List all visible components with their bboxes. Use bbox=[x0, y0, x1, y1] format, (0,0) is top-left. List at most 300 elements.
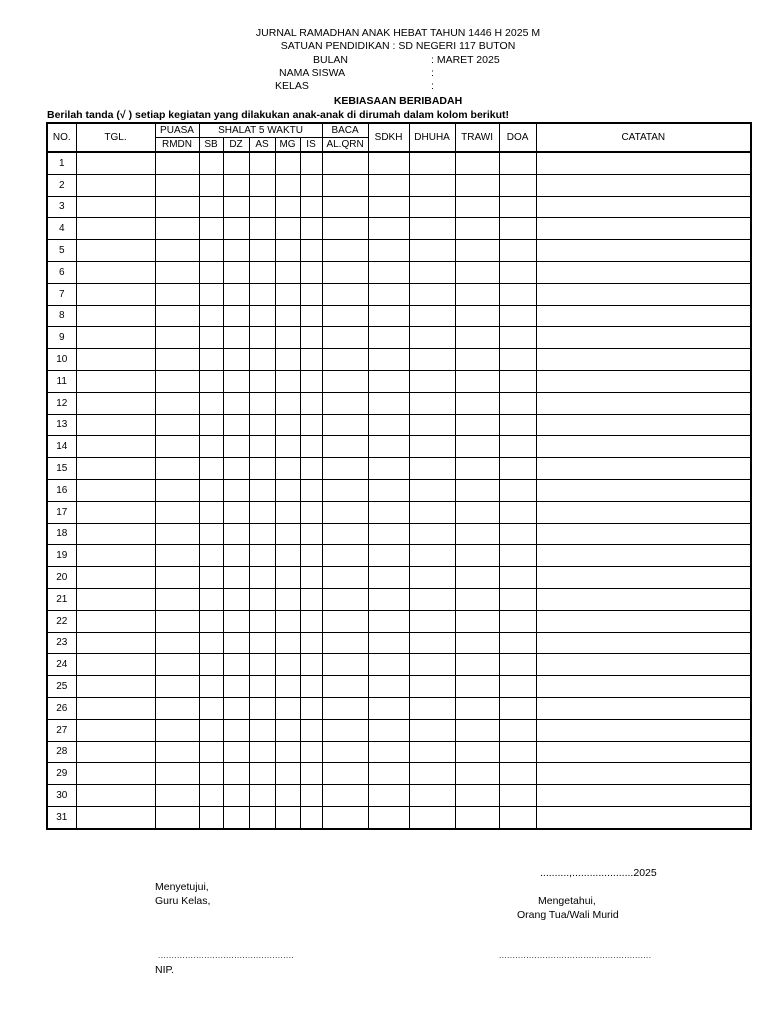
entry-cell[interactable] bbox=[455, 567, 499, 589]
entry-cell[interactable] bbox=[409, 436, 455, 458]
entry-cell[interactable] bbox=[249, 305, 275, 327]
entry-cell[interactable] bbox=[223, 240, 249, 262]
entry-cell[interactable] bbox=[322, 697, 368, 719]
entry-cell[interactable] bbox=[300, 261, 322, 283]
entry-cell[interactable] bbox=[76, 654, 155, 676]
entry-cell[interactable] bbox=[155, 610, 199, 632]
entry-cell[interactable] bbox=[275, 719, 300, 741]
entry-cell[interactable] bbox=[536, 697, 751, 719]
entry-cell[interactable] bbox=[368, 349, 409, 371]
entry-cell[interactable] bbox=[536, 632, 751, 654]
entry-cell[interactable] bbox=[409, 806, 455, 828]
entry-cell[interactable] bbox=[409, 719, 455, 741]
entry-cell[interactable] bbox=[455, 458, 499, 480]
entry-cell[interactable] bbox=[499, 174, 536, 196]
entry-cell[interactable] bbox=[455, 174, 499, 196]
entry-cell[interactable] bbox=[455, 283, 499, 305]
entry-cell[interactable] bbox=[155, 676, 199, 698]
entry-cell[interactable] bbox=[223, 763, 249, 785]
entry-cell[interactable] bbox=[275, 261, 300, 283]
entry-cell[interactable] bbox=[76, 327, 155, 349]
entry-cell[interactable] bbox=[499, 741, 536, 763]
entry-cell[interactable] bbox=[368, 392, 409, 414]
entry-cell[interactable] bbox=[499, 654, 536, 676]
entry-cell[interactable] bbox=[199, 567, 223, 589]
entry-cell[interactable] bbox=[199, 479, 223, 501]
entry-cell[interactable] bbox=[76, 523, 155, 545]
entry-cell[interactable] bbox=[536, 349, 751, 371]
entry-cell[interactable] bbox=[322, 414, 368, 436]
entry-cell[interactable] bbox=[499, 152, 536, 174]
entry-cell[interactable] bbox=[499, 588, 536, 610]
entry-cell[interactable] bbox=[499, 763, 536, 785]
entry-cell[interactable] bbox=[223, 806, 249, 828]
entry-cell[interactable] bbox=[409, 697, 455, 719]
entry-cell[interactable] bbox=[499, 697, 536, 719]
entry-cell[interactable] bbox=[368, 654, 409, 676]
entry-cell[interactable] bbox=[249, 719, 275, 741]
entry-cell[interactable] bbox=[249, 697, 275, 719]
entry-cell[interactable] bbox=[322, 806, 368, 828]
entry-cell[interactable] bbox=[76, 632, 155, 654]
entry-cell[interactable] bbox=[455, 654, 499, 676]
entry-cell[interactable] bbox=[223, 719, 249, 741]
entry-cell[interactable] bbox=[199, 785, 223, 807]
entry-cell[interactable] bbox=[499, 261, 536, 283]
entry-cell[interactable] bbox=[455, 523, 499, 545]
entry-cell[interactable] bbox=[368, 610, 409, 632]
entry-cell[interactable] bbox=[199, 632, 223, 654]
entry-cell[interactable] bbox=[275, 479, 300, 501]
entry-cell[interactable] bbox=[409, 392, 455, 414]
entry-cell[interactable] bbox=[409, 501, 455, 523]
entry-cell[interactable] bbox=[455, 349, 499, 371]
entry-cell[interactable] bbox=[249, 479, 275, 501]
entry-cell[interactable] bbox=[300, 610, 322, 632]
entry-cell[interactable] bbox=[499, 283, 536, 305]
entry-cell[interactable] bbox=[322, 479, 368, 501]
entry-cell[interactable] bbox=[322, 785, 368, 807]
entry-cell[interactable] bbox=[76, 196, 155, 218]
entry-cell[interactable] bbox=[275, 567, 300, 589]
entry-cell[interactable] bbox=[536, 261, 751, 283]
entry-cell[interactable] bbox=[223, 697, 249, 719]
entry-cell[interactable] bbox=[249, 763, 275, 785]
entry-cell[interactable] bbox=[155, 632, 199, 654]
entry-cell[interactable] bbox=[536, 501, 751, 523]
entry-cell[interactable] bbox=[322, 501, 368, 523]
entry-cell[interactable] bbox=[199, 152, 223, 174]
entry-cell[interactable] bbox=[249, 152, 275, 174]
entry-cell[interactable] bbox=[409, 283, 455, 305]
entry-cell[interactable] bbox=[249, 349, 275, 371]
entry-cell[interactable] bbox=[76, 588, 155, 610]
entry-cell[interactable] bbox=[155, 785, 199, 807]
entry-cell[interactable] bbox=[409, 327, 455, 349]
entry-cell[interactable] bbox=[368, 305, 409, 327]
entry-cell[interactable] bbox=[249, 261, 275, 283]
entry-cell[interactable] bbox=[76, 218, 155, 240]
entry-cell[interactable] bbox=[275, 697, 300, 719]
entry-cell[interactable] bbox=[249, 240, 275, 262]
entry-cell[interactable] bbox=[223, 414, 249, 436]
entry-cell[interactable] bbox=[155, 806, 199, 828]
entry-cell[interactable] bbox=[322, 152, 368, 174]
entry-cell[interactable] bbox=[536, 676, 751, 698]
entry-cell[interactable] bbox=[300, 545, 322, 567]
entry-cell[interactable] bbox=[275, 414, 300, 436]
entry-cell[interactable] bbox=[536, 152, 751, 174]
entry-cell[interactable] bbox=[223, 588, 249, 610]
entry-cell[interactable] bbox=[368, 458, 409, 480]
entry-cell[interactable] bbox=[409, 479, 455, 501]
entry-cell[interactable] bbox=[322, 261, 368, 283]
entry-cell[interactable] bbox=[455, 152, 499, 174]
entry-cell[interactable] bbox=[368, 283, 409, 305]
entry-cell[interactable] bbox=[322, 370, 368, 392]
entry-cell[interactable] bbox=[409, 414, 455, 436]
entry-cell[interactable] bbox=[155, 196, 199, 218]
entry-cell[interactable] bbox=[300, 588, 322, 610]
entry-cell[interactable] bbox=[155, 305, 199, 327]
entry-cell[interactable] bbox=[199, 327, 223, 349]
entry-cell[interactable] bbox=[249, 174, 275, 196]
entry-cell[interactable] bbox=[300, 327, 322, 349]
entry-cell[interactable] bbox=[275, 610, 300, 632]
entry-cell[interactable] bbox=[76, 763, 155, 785]
entry-cell[interactable] bbox=[199, 545, 223, 567]
entry-cell[interactable] bbox=[155, 741, 199, 763]
entry-cell[interactable] bbox=[300, 741, 322, 763]
entry-cell[interactable] bbox=[322, 719, 368, 741]
entry-cell[interactable] bbox=[223, 349, 249, 371]
entry-cell[interactable] bbox=[76, 719, 155, 741]
entry-cell[interactable] bbox=[409, 370, 455, 392]
entry-cell[interactable] bbox=[536, 174, 751, 196]
entry-cell[interactable] bbox=[368, 632, 409, 654]
entry-cell[interactable] bbox=[199, 261, 223, 283]
entry-cell[interactable] bbox=[155, 588, 199, 610]
entry-cell[interactable] bbox=[155, 392, 199, 414]
entry-cell[interactable] bbox=[249, 436, 275, 458]
entry-cell[interactable] bbox=[536, 806, 751, 828]
entry-cell[interactable] bbox=[249, 414, 275, 436]
entry-cell[interactable] bbox=[536, 741, 751, 763]
entry-cell[interactable] bbox=[155, 479, 199, 501]
entry-cell[interactable] bbox=[76, 261, 155, 283]
entry-cell[interactable] bbox=[409, 240, 455, 262]
entry-cell[interactable] bbox=[368, 545, 409, 567]
entry-cell[interactable] bbox=[499, 240, 536, 262]
entry-cell[interactable] bbox=[322, 349, 368, 371]
entry-cell[interactable] bbox=[499, 327, 536, 349]
entry-cell[interactable] bbox=[322, 218, 368, 240]
entry-cell[interactable] bbox=[300, 501, 322, 523]
entry-cell[interactable] bbox=[249, 283, 275, 305]
entry-cell[interactable] bbox=[249, 392, 275, 414]
entry-cell[interactable] bbox=[368, 785, 409, 807]
entry-cell[interactable] bbox=[155, 218, 199, 240]
entry-cell[interactable] bbox=[368, 697, 409, 719]
entry-cell[interactable] bbox=[76, 436, 155, 458]
entry-cell[interactable] bbox=[223, 261, 249, 283]
entry-cell[interactable] bbox=[223, 174, 249, 196]
entry-cell[interactable] bbox=[409, 567, 455, 589]
entry-cell[interactable] bbox=[249, 501, 275, 523]
entry-cell[interactable] bbox=[499, 806, 536, 828]
entry-cell[interactable] bbox=[223, 610, 249, 632]
entry-cell[interactable] bbox=[368, 327, 409, 349]
entry-cell[interactable] bbox=[275, 283, 300, 305]
entry-cell[interactable] bbox=[368, 196, 409, 218]
entry-cell[interactable] bbox=[455, 370, 499, 392]
entry-cell[interactable] bbox=[223, 458, 249, 480]
entry-cell[interactable] bbox=[536, 588, 751, 610]
entry-cell[interactable] bbox=[223, 305, 249, 327]
entry-cell[interactable] bbox=[322, 196, 368, 218]
entry-cell[interactable] bbox=[223, 218, 249, 240]
entry-cell[interactable] bbox=[322, 392, 368, 414]
entry-cell[interactable] bbox=[300, 479, 322, 501]
entry-cell[interactable] bbox=[455, 785, 499, 807]
entry-cell[interactable] bbox=[223, 479, 249, 501]
entry-cell[interactable] bbox=[155, 567, 199, 589]
entry-cell[interactable] bbox=[455, 763, 499, 785]
entry-cell[interactable] bbox=[499, 501, 536, 523]
entry-cell[interactable] bbox=[76, 741, 155, 763]
entry-cell[interactable] bbox=[322, 676, 368, 698]
entry-cell[interactable] bbox=[76, 697, 155, 719]
entry-cell[interactable] bbox=[499, 349, 536, 371]
entry-cell[interactable] bbox=[409, 349, 455, 371]
entry-cell[interactable] bbox=[300, 654, 322, 676]
entry-cell[interactable] bbox=[322, 654, 368, 676]
entry-cell[interactable] bbox=[322, 632, 368, 654]
entry-cell[interactable] bbox=[275, 174, 300, 196]
entry-cell[interactable] bbox=[249, 785, 275, 807]
entry-cell[interactable] bbox=[223, 501, 249, 523]
entry-cell[interactable] bbox=[368, 370, 409, 392]
entry-cell[interactable] bbox=[322, 567, 368, 589]
entry-cell[interactable] bbox=[275, 436, 300, 458]
entry-cell[interactable] bbox=[300, 414, 322, 436]
entry-cell[interactable] bbox=[409, 174, 455, 196]
entry-cell[interactable] bbox=[223, 436, 249, 458]
entry-cell[interactable] bbox=[409, 763, 455, 785]
entry-cell[interactable] bbox=[499, 392, 536, 414]
entry-cell[interactable] bbox=[409, 458, 455, 480]
entry-cell[interactable] bbox=[409, 676, 455, 698]
entry-cell[interactable] bbox=[536, 719, 751, 741]
entry-cell[interactable] bbox=[275, 763, 300, 785]
entry-cell[interactable] bbox=[199, 501, 223, 523]
entry-cell[interactable] bbox=[455, 196, 499, 218]
entry-cell[interactable] bbox=[300, 174, 322, 196]
entry-cell[interactable] bbox=[275, 370, 300, 392]
entry-cell[interactable] bbox=[300, 283, 322, 305]
entry-cell[interactable] bbox=[199, 741, 223, 763]
entry-cell[interactable] bbox=[536, 218, 751, 240]
entry-cell[interactable] bbox=[223, 392, 249, 414]
entry-cell[interactable] bbox=[76, 370, 155, 392]
entry-cell[interactable] bbox=[300, 697, 322, 719]
entry-cell[interactable] bbox=[322, 763, 368, 785]
entry-cell[interactable] bbox=[455, 261, 499, 283]
entry-cell[interactable] bbox=[199, 370, 223, 392]
entry-cell[interactable] bbox=[300, 719, 322, 741]
entry-cell[interactable] bbox=[300, 196, 322, 218]
entry-cell[interactable] bbox=[199, 654, 223, 676]
entry-cell[interactable] bbox=[155, 697, 199, 719]
entry-cell[interactable] bbox=[300, 523, 322, 545]
entry-cell[interactable] bbox=[275, 392, 300, 414]
entry-cell[interactable] bbox=[368, 261, 409, 283]
entry-cell[interactable] bbox=[155, 545, 199, 567]
entry-cell[interactable] bbox=[249, 327, 275, 349]
entry-cell[interactable] bbox=[155, 283, 199, 305]
entry-cell[interactable] bbox=[455, 327, 499, 349]
entry-cell[interactable] bbox=[275, 458, 300, 480]
entry-cell[interactable] bbox=[275, 240, 300, 262]
entry-cell[interactable] bbox=[155, 501, 199, 523]
entry-cell[interactable] bbox=[76, 458, 155, 480]
entry-cell[interactable] bbox=[536, 567, 751, 589]
entry-cell[interactable] bbox=[368, 152, 409, 174]
entry-cell[interactable] bbox=[368, 218, 409, 240]
entry-cell[interactable] bbox=[499, 610, 536, 632]
entry-cell[interactable] bbox=[249, 218, 275, 240]
entry-cell[interactable] bbox=[300, 785, 322, 807]
entry-cell[interactable] bbox=[499, 305, 536, 327]
entry-cell[interactable] bbox=[155, 719, 199, 741]
entry-cell[interactable] bbox=[199, 305, 223, 327]
entry-cell[interactable] bbox=[300, 152, 322, 174]
entry-cell[interactable] bbox=[155, 414, 199, 436]
entry-cell[interactable] bbox=[300, 763, 322, 785]
entry-cell[interactable] bbox=[536, 196, 751, 218]
entry-cell[interactable] bbox=[322, 305, 368, 327]
entry-cell[interactable] bbox=[368, 479, 409, 501]
entry-cell[interactable] bbox=[499, 218, 536, 240]
entry-cell[interactable] bbox=[300, 632, 322, 654]
entry-cell[interactable] bbox=[455, 697, 499, 719]
entry-cell[interactable] bbox=[223, 523, 249, 545]
entry-cell[interactable] bbox=[455, 806, 499, 828]
entry-cell[interactable] bbox=[536, 436, 751, 458]
entry-cell[interactable] bbox=[455, 719, 499, 741]
entry-cell[interactable] bbox=[322, 436, 368, 458]
entry-cell[interactable] bbox=[76, 567, 155, 589]
entry-cell[interactable] bbox=[223, 632, 249, 654]
entry-cell[interactable] bbox=[249, 654, 275, 676]
entry-cell[interactable] bbox=[322, 741, 368, 763]
entry-cell[interactable] bbox=[155, 458, 199, 480]
entry-cell[interactable] bbox=[249, 588, 275, 610]
entry-cell[interactable] bbox=[223, 545, 249, 567]
entry-cell[interactable] bbox=[499, 436, 536, 458]
entry-cell[interactable] bbox=[275, 349, 300, 371]
entry-cell[interactable] bbox=[199, 697, 223, 719]
entry-cell[interactable] bbox=[223, 196, 249, 218]
entry-cell[interactable] bbox=[275, 741, 300, 763]
entry-cell[interactable] bbox=[76, 392, 155, 414]
entry-cell[interactable] bbox=[499, 523, 536, 545]
entry-cell[interactable] bbox=[199, 392, 223, 414]
entry-cell[interactable] bbox=[499, 719, 536, 741]
entry-cell[interactable] bbox=[409, 785, 455, 807]
entry-cell[interactable] bbox=[499, 479, 536, 501]
entry-cell[interactable] bbox=[536, 610, 751, 632]
entry-cell[interactable] bbox=[155, 763, 199, 785]
entry-cell[interactable] bbox=[455, 240, 499, 262]
entry-cell[interactable] bbox=[322, 283, 368, 305]
entry-cell[interactable] bbox=[300, 305, 322, 327]
entry-cell[interactable] bbox=[499, 632, 536, 654]
entry-cell[interactable] bbox=[536, 283, 751, 305]
entry-cell[interactable] bbox=[300, 458, 322, 480]
entry-cell[interactable] bbox=[409, 523, 455, 545]
entry-cell[interactable] bbox=[155, 174, 199, 196]
entry-cell[interactable] bbox=[409, 261, 455, 283]
entry-cell[interactable] bbox=[275, 152, 300, 174]
entry-cell[interactable] bbox=[223, 676, 249, 698]
entry-cell[interactable] bbox=[275, 196, 300, 218]
entry-cell[interactable] bbox=[76, 479, 155, 501]
entry-cell[interactable] bbox=[155, 261, 199, 283]
entry-cell[interactable] bbox=[368, 676, 409, 698]
entry-cell[interactable] bbox=[199, 174, 223, 196]
entry-cell[interactable] bbox=[275, 327, 300, 349]
entry-cell[interactable] bbox=[249, 806, 275, 828]
entry-cell[interactable] bbox=[368, 436, 409, 458]
entry-cell[interactable] bbox=[275, 676, 300, 698]
entry-cell[interactable] bbox=[199, 610, 223, 632]
entry-cell[interactable] bbox=[199, 806, 223, 828]
entry-cell[interactable] bbox=[300, 676, 322, 698]
entry-cell[interactable] bbox=[300, 370, 322, 392]
entry-cell[interactable] bbox=[300, 392, 322, 414]
entry-cell[interactable] bbox=[76, 305, 155, 327]
entry-cell[interactable] bbox=[368, 174, 409, 196]
entry-cell[interactable] bbox=[223, 370, 249, 392]
entry-cell[interactable] bbox=[249, 741, 275, 763]
entry-cell[interactable] bbox=[199, 458, 223, 480]
entry-cell[interactable] bbox=[536, 305, 751, 327]
entry-cell[interactable] bbox=[409, 152, 455, 174]
entry-cell[interactable] bbox=[223, 785, 249, 807]
entry-cell[interactable] bbox=[455, 741, 499, 763]
entry-cell[interactable] bbox=[275, 588, 300, 610]
entry-cell[interactable] bbox=[368, 806, 409, 828]
entry-cell[interactable] bbox=[199, 283, 223, 305]
entry-cell[interactable] bbox=[409, 632, 455, 654]
entry-cell[interactable] bbox=[536, 458, 751, 480]
entry-cell[interactable] bbox=[199, 349, 223, 371]
entry-cell[interactable] bbox=[249, 545, 275, 567]
entry-cell[interactable] bbox=[155, 327, 199, 349]
entry-cell[interactable] bbox=[322, 588, 368, 610]
entry-cell[interactable] bbox=[155, 370, 199, 392]
entry-cell[interactable] bbox=[455, 392, 499, 414]
entry-cell[interactable] bbox=[322, 327, 368, 349]
entry-cell[interactable] bbox=[76, 414, 155, 436]
entry-cell[interactable] bbox=[199, 719, 223, 741]
entry-cell[interactable] bbox=[455, 588, 499, 610]
entry-cell[interactable] bbox=[536, 479, 751, 501]
entry-cell[interactable] bbox=[300, 240, 322, 262]
entry-cell[interactable] bbox=[300, 218, 322, 240]
entry-cell[interactable] bbox=[536, 763, 751, 785]
